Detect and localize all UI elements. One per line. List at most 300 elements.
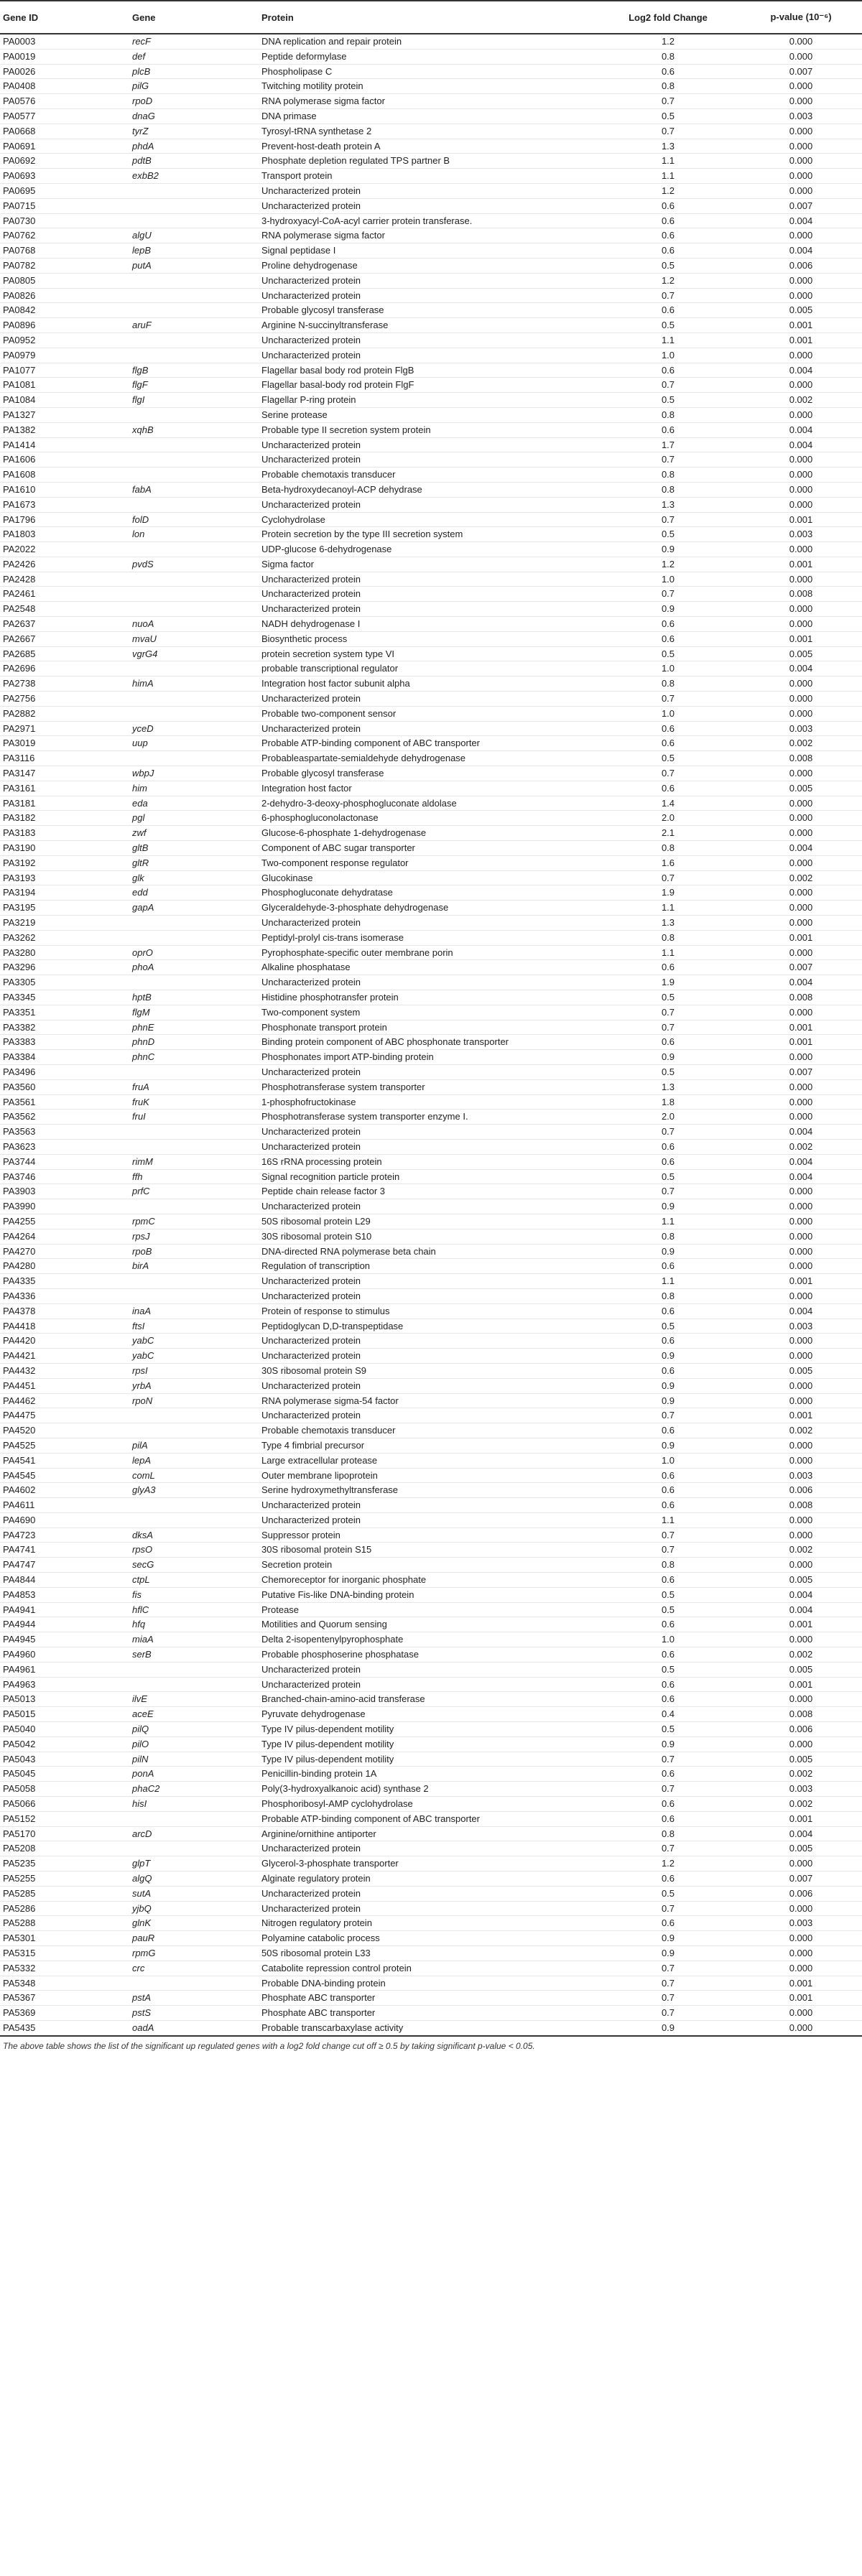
gene-cell: algQ: [129, 1871, 259, 1887]
log2fc-cell: 0.7: [596, 766, 740, 781]
gene-id-cell: PA1606: [0, 452, 129, 468]
protein-cell: Glycerol-3-phosphate transporter: [259, 1856, 596, 1871]
table-row: [0, 1094, 862, 1110]
table-row: [0, 990, 862, 1005]
gene-id-cell: PA5315: [0, 1946, 129, 1961]
log2fc-cell: 0.9: [596, 1244, 740, 1259]
gene-cell: [129, 1811, 259, 1826]
pvalue-cell: 0.005: [740, 1841, 862, 1856]
pvalue-cell: 0.004: [740, 1169, 862, 1184]
protein-cell: Uncharacterized protein: [259, 692, 596, 707]
pvalue-cell: 0.002: [740, 1797, 862, 1812]
pvalue-cell: 0.000: [740, 542, 862, 557]
protein-cell: Binding protein component of ABC phosphonate transporter: [259, 1035, 596, 1050]
gene-cell: rimM: [129, 1154, 259, 1169]
log2fc-cell: 0.7: [596, 1125, 740, 1140]
table-row: [0, 1587, 862, 1602]
table-row: [0, 228, 862, 243]
pvalue-cell: 0.000: [740, 676, 862, 692]
pvalue-cell: 0.004: [740, 841, 862, 856]
protein-cell: 50S ribosomal protein L29: [259, 1214, 596, 1229]
gene-id-cell: PA4844: [0, 1573, 129, 1588]
gene-cell: nuoA: [129, 617, 259, 632]
gene-id-cell: PA4378: [0, 1303, 129, 1319]
table-row: [0, 617, 862, 632]
gene-id-cell: PA2882: [0, 706, 129, 721]
gene-cell: dnaG: [129, 108, 259, 124]
log2fc-cell: 0.5: [596, 1722, 740, 1737]
gene-cell: ftsI: [129, 1319, 259, 1334]
pvalue-cell: 0.007: [740, 960, 862, 975]
table-row: [0, 960, 862, 975]
table-row: [0, 124, 862, 139]
pvalue-cell: 0.007: [740, 1871, 862, 1887]
gene-cell: [129, 1677, 259, 1692]
protein-cell: Probable glycosyl transferase: [259, 303, 596, 318]
gene-id-cell: PA5042: [0, 1736, 129, 1752]
gene-cell: pilO: [129, 1736, 259, 1752]
protein-cell: Penicillin-binding protein 1A: [259, 1767, 596, 1782]
gene-id-cell: PA4545: [0, 1468, 129, 1483]
log2fc-cell: 0.7: [596, 94, 740, 109]
log2fc-cell: 0.5: [596, 990, 740, 1005]
gene-id-cell: PA5367: [0, 1991, 129, 2006]
gene-id-cell: PA2428: [0, 572, 129, 587]
gene-cell: [129, 1841, 259, 1856]
pvalue-cell: 0.002: [740, 1543, 862, 1558]
protein-cell: Uncharacterized protein: [259, 1064, 596, 1079]
pvalue-cell: 0.003: [740, 1468, 862, 1483]
gene-cell: [129, 602, 259, 617]
table-row: [0, 1901, 862, 1916]
gene-cell: lepB: [129, 243, 259, 259]
gene-cell: [129, 706, 259, 721]
gene-id-cell: PA0576: [0, 94, 129, 109]
table-row: [0, 1288, 862, 1303]
pvalue-cell: 0.008: [740, 751, 862, 766]
protein-cell: Uncharacterized protein: [259, 1274, 596, 1289]
protein-cell: Uncharacterized protein: [259, 198, 596, 213]
log2fc-cell: 0.9: [596, 1393, 740, 1408]
log2fc-cell: 1.2: [596, 273, 740, 288]
pvalue-cell: 0.001: [740, 1677, 862, 1692]
gene-id-cell: PA2756: [0, 692, 129, 707]
pvalue-cell: 0.000: [740, 692, 862, 707]
table-row: [0, 79, 862, 94]
log2fc-cell: 0.9: [596, 542, 740, 557]
protein-cell: Component of ABC sugar transporter: [259, 841, 596, 856]
log2fc-cell: 0.6: [596, 228, 740, 243]
protein-cell: Uncharacterized protein: [259, 1408, 596, 1423]
table-row: [0, 1782, 862, 1797]
pvalue-cell: 0.000: [740, 885, 862, 901]
protein-cell: Uncharacterized protein: [259, 1886, 596, 1901]
protein-cell: Signal recognition particle protein: [259, 1169, 596, 1184]
gene-cell: him: [129, 781, 259, 796]
gene-id-cell: PA4418: [0, 1319, 129, 1334]
gene-cell: phoA: [129, 960, 259, 975]
table-row: [0, 1617, 862, 1632]
pvalue-cell: 0.000: [740, 602, 862, 617]
protein-cell: Uncharacterized protein: [259, 1378, 596, 1393]
pvalue-cell: 0.002: [740, 1139, 862, 1154]
log2fc-cell: 0.6: [596, 1811, 740, 1826]
gene-cell: yabC: [129, 1334, 259, 1349]
protein-cell: Uncharacterized protein: [259, 288, 596, 303]
gene-id-cell: PA2685: [0, 646, 129, 661]
log2fc-cell: 0.8: [596, 49, 740, 64]
table-row: [0, 183, 862, 198]
table-row: [0, 1752, 862, 1767]
gene-id-cell: PA4336: [0, 1288, 129, 1303]
log2fc-cell: 1.1: [596, 333, 740, 348]
gene-cell: phnC: [129, 1050, 259, 1065]
pvalue-cell: 0.000: [740, 452, 862, 468]
pvalue-cell: 0.000: [740, 1288, 862, 1303]
table-row: [0, 1349, 862, 1364]
protein-cell: Phosphogluconate dehydratase: [259, 885, 596, 901]
gene-id-cell: PA3623: [0, 1139, 129, 1154]
protein-cell: Phosphonate transport protein: [259, 1020, 596, 1035]
table-header: [0, 1, 862, 34]
protein-cell: Uncharacterized protein: [259, 587, 596, 602]
gene-cell: dksA: [129, 1528, 259, 1543]
gene-cell: tyrZ: [129, 124, 259, 139]
gene-id-cell: PA4741: [0, 1543, 129, 1558]
gene-cell: hptB: [129, 990, 259, 1005]
gene-cell: glpT: [129, 1856, 259, 1871]
gene-id-cell: PA4963: [0, 1677, 129, 1692]
pvalue-cell: 0.001: [740, 1274, 862, 1289]
protein-cell: Flagellar basal-body rod protein FlgF: [259, 378, 596, 393]
gene-cell: yceD: [129, 721, 259, 736]
gene-id-cell: PA0692: [0, 154, 129, 169]
pvalue-cell: 0.004: [740, 1602, 862, 1617]
gene-cell: phnD: [129, 1035, 259, 1050]
gene-id-cell: PA0762: [0, 228, 129, 243]
gene-cell: recF: [129, 34, 259, 49]
protein-cell: Flagellar P-ring protein: [259, 393, 596, 408]
table-row: [0, 661, 862, 676]
table-row: [0, 1886, 862, 1901]
gene-cell: [129, 303, 259, 318]
log2fc-cell: 0.7: [596, 1841, 740, 1856]
pvalue-cell: 0.004: [740, 213, 862, 228]
table-row: [0, 945, 862, 960]
pvalue-cell: 0.001: [740, 1617, 862, 1632]
log2fc-cell: 1.9: [596, 975, 740, 990]
pvalue-cell: 0.000: [740, 1453, 862, 1468]
protein-cell: Cyclohydrolase: [259, 512, 596, 527]
log2fc-cell: 0.7: [596, 2006, 740, 2021]
protein-cell: Suppressor protein: [259, 1528, 596, 1543]
table-row: [0, 1946, 862, 1961]
gene-id-cell: PA4335: [0, 1274, 129, 1289]
pvalue-cell: 0.003: [740, 1782, 862, 1797]
gene-id-cell: PA2696: [0, 661, 129, 676]
protein-cell: Uncharacterized protein: [259, 975, 596, 990]
gene-id-cell: PA1673: [0, 497, 129, 512]
log2fc-cell: 0.8: [596, 468, 740, 483]
table-row: [0, 1916, 862, 1931]
log2fc-cell: 0.6: [596, 1303, 740, 1319]
pvalue-cell: 0.000: [740, 916, 862, 931]
gene-cell: [129, 198, 259, 213]
table-row: [0, 243, 862, 259]
table-row: [0, 706, 862, 721]
pvalue-cell: 0.006: [740, 1722, 862, 1737]
protein-cell: Peptidyl-prolyl cis-trans isomerase: [259, 930, 596, 945]
log2fc-cell: 1.0: [596, 661, 740, 676]
table-row: [0, 1841, 862, 1856]
log2fc-cell: 0.7: [596, 870, 740, 885]
log2fc-cell: 0.8: [596, 482, 740, 497]
pvalue-cell: 0.004: [740, 1587, 862, 1602]
log2fc-cell: 0.5: [596, 1886, 740, 1901]
gene-id-cell: PA5286: [0, 1901, 129, 1916]
protein-cell: Uncharacterized protein: [259, 273, 596, 288]
log2fc-cell: 0.9: [596, 1349, 740, 1364]
log2fc-cell: 1.0: [596, 1453, 740, 1468]
gene-id-cell: PA5435: [0, 2020, 129, 2035]
gene-id-cell: PA2022: [0, 542, 129, 557]
pvalue-cell: 0.007: [740, 64, 862, 79]
gene-cell: prfC: [129, 1184, 259, 1199]
gene-id-cell: PA3990: [0, 1199, 129, 1214]
gene-id-cell: PA3351: [0, 1005, 129, 1020]
table-row: [0, 1573, 862, 1588]
pvalue-cell: 0.004: [740, 975, 862, 990]
table-row: [0, 512, 862, 527]
pvalue-cell: 0.002: [740, 393, 862, 408]
pvalue-cell: 0.000: [740, 1901, 862, 1916]
gene-cell: eda: [129, 796, 259, 811]
gene-id-cell: PA1382: [0, 422, 129, 437]
log2fc-cell: 0.5: [596, 318, 740, 333]
protein-cell: Phosphonates import ATP-binding protein: [259, 1050, 596, 1065]
log2fc-cell: 0.8: [596, 930, 740, 945]
pvalue-cell: 0.000: [740, 1214, 862, 1229]
log2fc-cell: 0.9: [596, 1931, 740, 1946]
pvalue-cell: 0.001: [740, 557, 862, 572]
gene-id-cell: PA3193: [0, 870, 129, 885]
gene-id-cell: PA0003: [0, 34, 129, 49]
pvalue-cell: 0.000: [740, 901, 862, 916]
protein-cell: Two-component system: [259, 1005, 596, 1020]
pvalue-cell: 0.001: [740, 1020, 862, 1035]
gene-id-cell: PA4475: [0, 1408, 129, 1423]
gene-cell: [129, 1199, 259, 1214]
log2fc-cell: 0.9: [596, 1199, 740, 1214]
table-row: [0, 1110, 862, 1125]
pvalue-cell: 0.000: [740, 497, 862, 512]
log2fc-cell: 0.6: [596, 1573, 740, 1588]
gene-cell: aruF: [129, 318, 259, 333]
gene-cell: [129, 213, 259, 228]
header-row: [0, 1, 862, 34]
gene-cell: [129, 1976, 259, 1991]
table-row: [0, 781, 862, 796]
protein-cell: Delta 2-isopentenylpyrophosphate: [259, 1632, 596, 1647]
gene-id-cell: PA4541: [0, 1453, 129, 1468]
log2fc-cell: 0.7: [596, 1543, 740, 1558]
gene-id-cell: PA2461: [0, 587, 129, 602]
gene-id-cell: PA1327: [0, 407, 129, 422]
gene-id-cell: PA4961: [0, 1662, 129, 1677]
table-row: [0, 437, 862, 452]
gene-id-cell: PA2637: [0, 617, 129, 632]
gene-id-cell: PA5040: [0, 1722, 129, 1737]
protein-cell: Peptidoglycan D,D-transpeptidase: [259, 1319, 596, 1334]
gene-cell: hflC: [129, 1602, 259, 1617]
gene-id-cell: PA5301: [0, 1931, 129, 1946]
pvalue-cell: 0.004: [740, 1826, 862, 1841]
log2fc-cell: 0.7: [596, 1961, 740, 1976]
protein-cell: Uncharacterized protein: [259, 572, 596, 587]
gene-id-cell: PA4420: [0, 1334, 129, 1349]
protein-cell: Uncharacterized protein: [259, 721, 596, 736]
gene-id-cell: PA0695: [0, 183, 129, 198]
pvalue-cell: 0.003: [740, 721, 862, 736]
pvalue-cell: 0.001: [740, 333, 862, 348]
gene-id-cell: PA0730: [0, 213, 129, 228]
table-row: [0, 1558, 862, 1573]
gene-id-cell: PA0842: [0, 303, 129, 318]
gene-id-cell: PA4945: [0, 1632, 129, 1647]
table-row: [0, 1797, 862, 1812]
log2fc-cell: 0.6: [596, 631, 740, 646]
gene-cell: pauR: [129, 1931, 259, 1946]
table-row: [0, 527, 862, 542]
header-log2-fold-change: Log2 fold Change: [596, 1, 740, 34]
log2fc-cell: 1.2: [596, 1856, 740, 1871]
protein-cell: NADH dehydrogenase I: [259, 617, 596, 632]
table-row: [0, 1991, 862, 2006]
gene-cell: [129, 975, 259, 990]
log2fc-cell: 0.6: [596, 781, 740, 796]
protein-cell: 1-phosphofructokinase: [259, 1094, 596, 1110]
table-row: [0, 870, 862, 885]
protein-cell: Prevent-host-death protein A: [259, 139, 596, 154]
table-row: [0, 49, 862, 64]
gene-cell: exbB2: [129, 169, 259, 184]
pvalue-cell: 0.000: [740, 139, 862, 154]
protein-cell: RNA polymerase sigma factor: [259, 94, 596, 109]
protein-cell: Beta-hydroxydecanoyl-ACP dehydrase: [259, 482, 596, 497]
pvalue-cell: 0.005: [740, 1752, 862, 1767]
pvalue-cell: 0.000: [740, 288, 862, 303]
log2fc-cell: 0.8: [596, 1558, 740, 1573]
log2fc-cell: 0.6: [596, 303, 740, 318]
log2fc-cell: 0.6: [596, 1797, 740, 1812]
gene-cell: glnK: [129, 1916, 259, 1931]
protein-cell: Tyrosyl-tRNA synthetase 2: [259, 124, 596, 139]
table-row: [0, 1602, 862, 1617]
gene-cell: yrbA: [129, 1378, 259, 1393]
pvalue-cell: 0.001: [740, 1408, 862, 1423]
gene-cell: [129, 437, 259, 452]
protein-cell: Peptide chain release factor 3: [259, 1184, 596, 1199]
gene-id-cell: PA3746: [0, 1169, 129, 1184]
log2fc-cell: 1.0: [596, 572, 740, 587]
table-row: [0, 587, 862, 602]
protein-cell: Phosphate ABC transporter: [259, 2006, 596, 2021]
table-body: [0, 34, 862, 2036]
pvalue-cell: 0.000: [740, 1094, 862, 1110]
gene-id-cell: PA0691: [0, 139, 129, 154]
pvalue-cell: 0.000: [740, 2020, 862, 2035]
gene-cell: phdA: [129, 139, 259, 154]
pvalue-cell: 0.000: [740, 1079, 862, 1094]
log2fc-cell: 0.8: [596, 841, 740, 856]
pvalue-cell: 0.000: [740, 1512, 862, 1528]
table-row: [0, 692, 862, 707]
pvalue-cell: 0.003: [740, 527, 862, 542]
table-row: [0, 1139, 862, 1154]
log2fc-cell: 0.7: [596, 1752, 740, 1767]
gene-id-cell: PA4611: [0, 1498, 129, 1513]
pvalue-cell: 0.007: [740, 1064, 862, 1079]
protein-cell: Motilities and Quorum sensing: [259, 1617, 596, 1632]
gene-id-cell: PA4255: [0, 1214, 129, 1229]
log2fc-cell: 1.2: [596, 183, 740, 198]
protein-cell: 6-phosphogluconolactonase: [259, 811, 596, 826]
table-row: [0, 273, 862, 288]
log2fc-cell: 0.6: [596, 1647, 740, 1663]
gene-id-cell: PA2971: [0, 721, 129, 736]
gene-id-cell: PA4944: [0, 1617, 129, 1632]
protein-cell: Serine protease: [259, 407, 596, 422]
gene-id-cell: PA1796: [0, 512, 129, 527]
pvalue-cell: 0.004: [740, 1303, 862, 1319]
pvalue-cell: 0.000: [740, 49, 862, 64]
gene-cell: rpoN: [129, 1393, 259, 1408]
protein-cell: 2-dehydro-3-deoxy-phosphogluconate aldolase: [259, 796, 596, 811]
gene-id-cell: PA4853: [0, 1587, 129, 1602]
table-footnote: The above table shows the list of the significant up regulated genes with a log2 fold change cut off ≥ 0.5 by taking significant p-value < 0.05.: [3, 2040, 535, 2051]
protein-cell: Uncharacterized protein: [259, 437, 596, 452]
gene-id-cell: PA5066: [0, 1797, 129, 1812]
gene-id-cell: PA5208: [0, 1841, 129, 1856]
log2fc-cell: 0.7: [596, 587, 740, 602]
gene-id-cell: PA3190: [0, 841, 129, 856]
table-row: [0, 676, 862, 692]
gene-cell: pilQ: [129, 1722, 259, 1737]
gene-cell: pstA: [129, 1991, 259, 2006]
pvalue-cell: 0.000: [740, 1334, 862, 1349]
protein-cell: Type 4 fimbrial precursor: [259, 1438, 596, 1453]
table-row: [0, 2020, 862, 2035]
header-protein: Protein: [259, 1, 596, 34]
pvalue-cell: 0.000: [740, 706, 862, 721]
pvalue-cell: 0.000: [740, 1244, 862, 1259]
protein-cell: Uncharacterized protein: [259, 1334, 596, 1349]
pvalue-cell: 0.001: [740, 1811, 862, 1826]
gene-cell: [129, 348, 259, 363]
table-row: [0, 64, 862, 79]
log2fc-cell: 1.9: [596, 885, 740, 901]
table-row: [0, 1050, 862, 1065]
log2fc-cell: 2.0: [596, 1110, 740, 1125]
protein-cell: Type IV pilus-dependent motility: [259, 1722, 596, 1737]
gene-cell: def: [129, 49, 259, 64]
table-row: [0, 154, 862, 169]
protein-cell: Probable transcarbaxylase activity: [259, 2020, 596, 2035]
table-row: [0, 557, 862, 572]
protein-cell: Uncharacterized protein: [259, 1512, 596, 1528]
gene-id-cell: PA1608: [0, 468, 129, 483]
gene-id-cell: PA3147: [0, 766, 129, 781]
